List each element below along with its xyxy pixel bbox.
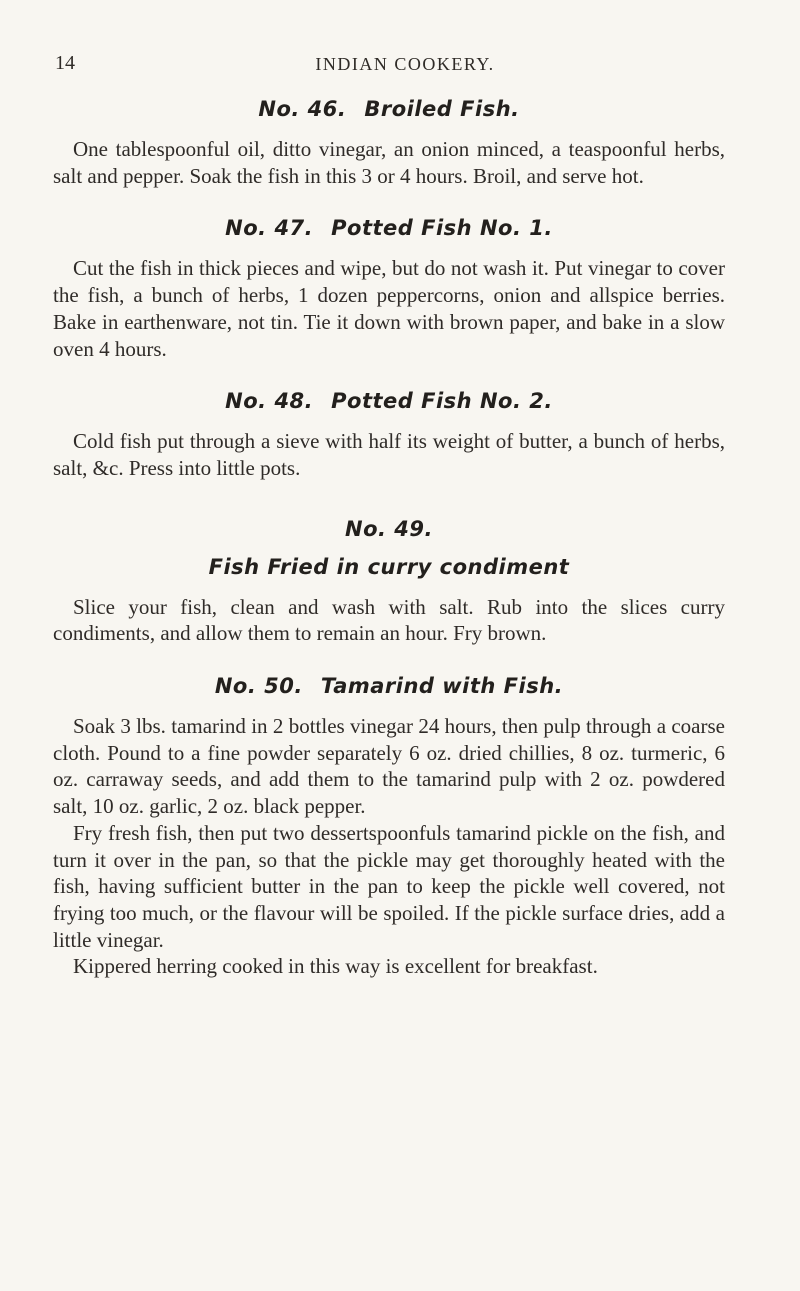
recipe-48 [53, 388, 725, 481]
recipe-number: No. 46. [258, 97, 347, 121]
recipe-number: No. 50. [214, 674, 303, 699]
recipe-title: Tamarind with Fish. [320, 674, 564, 699]
recipe-paragraph: Cut the fish in thick pieces and wipe, but do not wash it. Put vinegar to cover the fish, a bunch of herbs, 1 dozen peppercorns, onion and allspice berries. Bake in earthenware, not tin. Tie it down with brown paper, and bake in a slow oven 4 hours. [53, 256, 725, 361]
recipe-50 [53, 673, 725, 980]
recipe-number: No. 49. [345, 516, 433, 541]
recipe-heading [53, 215, 725, 241]
recipe-paragraph: Cold fish put through a sieve with half its weight of butter, a bunch of herbs, salt, &c. Press into little pots. [53, 429, 725, 480]
recipe-number: No. 48. [225, 389, 314, 414]
recipe-number: No. 47. [225, 216, 314, 241]
recipe-paragraph: Kippered herring cooked in this way is excellent for breakfast. [73, 954, 598, 979]
recipe-paragraph: Fry fresh fish, then put two dessertspoonfuls tamarind pickle on the fish, and turn it over in the pan, so that the pickle may get thoroughly heated with the fish, having sufficient butter in the pan to keep the pickle well covered, not frying too much, or the flavour will be spoiled. If the pickle surface dries, add a little vinegar. [53, 820, 725, 952]
recipe-heading [53, 388, 725, 414]
page-number: 14 [55, 52, 75, 74]
recipe-heading [53, 516, 725, 580]
recipe-46 [53, 96, 725, 189]
recipe-paragraph: Soak 3 lbs. tamarind in 2 bottles vinegar 24 hours, then pulp through a coarse cloth. Pound to a fine powder separately 6 oz. dried chillies, 8 oz. turmeric, 6 oz. carraway seeds, and add them to the tamarind pulp with 2 oz. powdered salt, 10 oz. garlic, 2 oz. black pepper. [53, 714, 725, 819]
recipe-title: Fish Fried in curry condiment [208, 554, 570, 579]
running-head [55, 52, 755, 82]
recipe-47 [53, 215, 725, 362]
recipe-heading [53, 673, 725, 699]
recipe-paragraph: One tablespoonful oil, ditto vinegar, an onion minced, a teaspoonful herbs, salt and pepper. Soak the fish in this 3 or 4 hours. Broil, and serve hot. [53, 137, 725, 188]
recipe-paragraph: Slice your fish, clean and wash with salt. Rub into the slices curry condiments, and allow them to remain an hour. Fry brown. [53, 594, 725, 646]
recipe-title: Broiled Fish. [364, 97, 520, 121]
text-column [53, 96, 725, 980]
recipe-heading [53, 96, 725, 122]
recipe-49 [53, 516, 725, 647]
running-title: INDIAN COOKERY. [315, 54, 495, 74]
recipe-title: Potted Fish No. 1. [331, 216, 553, 241]
recipe-title: Potted Fish No. 2. [331, 389, 553, 414]
